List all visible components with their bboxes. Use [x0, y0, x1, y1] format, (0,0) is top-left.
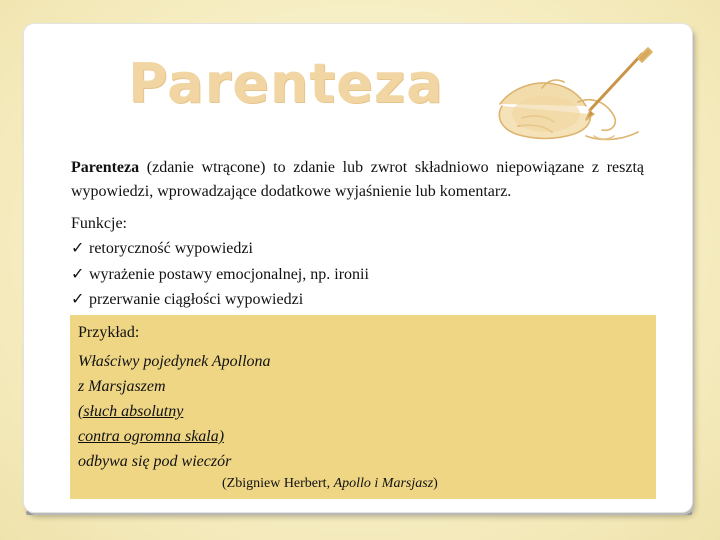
list-item — [71, 262, 369, 288]
attribution-suffix: ) — [433, 476, 438, 491]
function-item-label: retoryczność wypowiedzi — [89, 240, 253, 257]
list-item — [71, 236, 369, 262]
example-box — [70, 315, 656, 499]
checkmark-icon: ✓ — [71, 291, 85, 308]
definition-text: (zdanie wtrącone) to zdanie lub zwrot składniowo niepowiązane z resztą wypowiedzi, wprowadzające dodatkowe wyjaśnienie lub komentarz. — [71, 159, 644, 200]
function-item-label: przerwanie ciągłości wypowiedzi — [89, 291, 304, 308]
hand-writing-icon — [482, 44, 660, 152]
definition-term: Parenteza — [71, 159, 140, 176]
poem-line-text: (słuch absolutny — [78, 403, 184, 420]
function-item-label: wyrażenie postawy emocjonalnej, np. ironii — [89, 265, 369, 283]
definition-paragraph — [71, 156, 644, 204]
example-label: Przykład: — [78, 324, 140, 341]
attribution-work: Apollo i Marsjasz — [333, 476, 434, 491]
poem-quote — [78, 349, 271, 474]
poem-line: z Marsjaszem — [78, 378, 166, 395]
poem-line: Właściwy pojedynek Apollona — [78, 353, 271, 370]
poem-line-parenthesis — [78, 424, 271, 449]
attribution — [222, 475, 438, 493]
functions-heading: Funkcje: — [71, 215, 127, 232]
checkmark-icon: ✓ — [71, 265, 85, 283]
checkmark-icon: ✓ — [71, 240, 85, 257]
poem-line: odbywa się pod wieczór — [78, 453, 232, 470]
poem-line-parenthesis — [78, 399, 271, 424]
list-item — [71, 287, 369, 313]
attribution-prefix: (Zbigniew Herbert, — [222, 476, 334, 491]
slide-title: Parenteza — [128, 52, 444, 115]
poem-line-text: contra ogromna skala) — [78, 428, 225, 445]
functions-list — [71, 236, 369, 313]
